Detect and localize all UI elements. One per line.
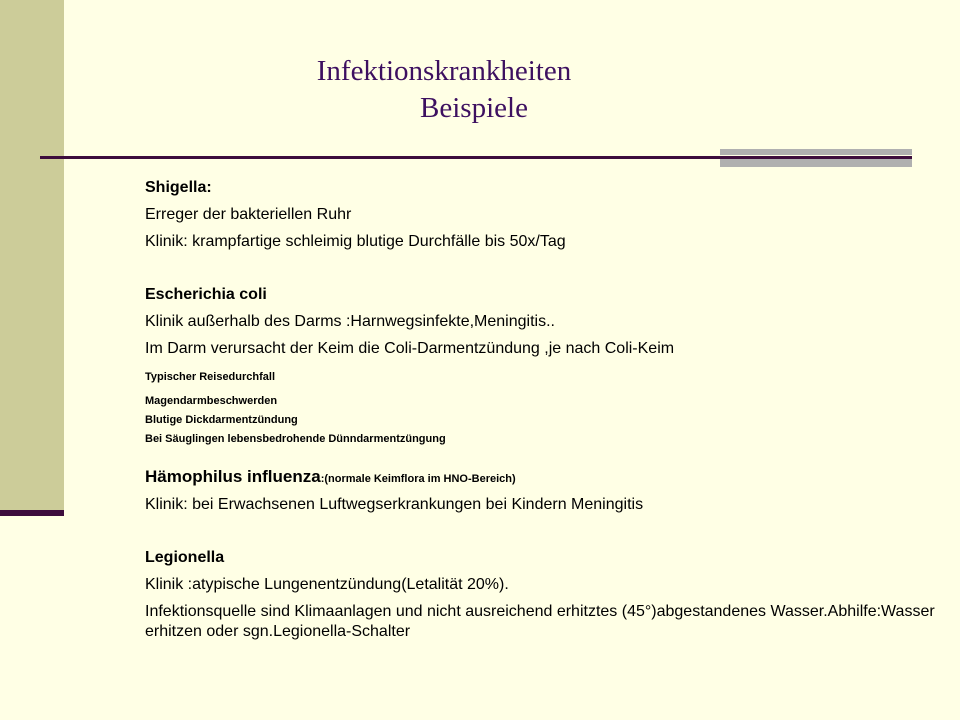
shigella-line: Erreger der bakteriellen Ruhr: [145, 206, 352, 223]
decorative-rule-grey-top: [720, 149, 912, 155]
ecoli-line: Im Darm verursacht der Keim die Coli-Darmentzündung ,je nach Coli-Keim: [145, 340, 675, 357]
shigella-line: Klinik: krampfartige schleimig blutige Durchfälle bis 50x/Tag: [145, 233, 566, 250]
shigella-heading: Shigella:: [145, 179, 212, 196]
slide-title-line2: Beispiele: [420, 92, 528, 124]
ecoli-line: Klinik außerhalb des Darms :Harnwegsinfekte,Meningitis..: [145, 313, 555, 330]
slide-body: [145, 174, 935, 642]
haemophilus-heading: Hämophilus influenza: [145, 467, 321, 486]
legionella-line: Klinik :atypische Lungenentzündung(Letalität 20%).: [145, 576, 509, 593]
ecoli-small-line: Magendarmbeschwerden: [145, 395, 278, 407]
legionella-line-wrapped: Infektionsquelle sind Klimaanlagen und nicht ausreichend erhitztes (45°)abgestandenes Wasser.Abhilfe:Wasser erhitzen oder sgn.Legionella-Schalter: [145, 603, 935, 640]
ecoli-small-line: Blutige Dickdarmentzündung: [145, 414, 298, 426]
ecoli-small-line: Typischer Reisedurchfall: [145, 371, 276, 383]
slide-title-line1: Infektionskrankheiten: [316, 55, 572, 87]
legionella-heading: Legionella: [145, 549, 225, 566]
decorative-side-bar-cap: [0, 510, 64, 516]
ecoli-heading: Escherichia coli: [145, 286, 267, 303]
ecoli-small-line: Bei Säuglingen lebensbedrohende Dünndarmentzüngung: [145, 433, 446, 445]
haemophilus-heading-note: :(normale Keimflora im HNO-Bereich): [320, 473, 516, 485]
haemophilus-line: Klinik: bei Erwachsenen Luftwegserkrankungen bei Kindern Meningitis: [145, 496, 644, 513]
decorative-rule-grey-bottom: [720, 159, 912, 167]
haemophilus-heading-row: [145, 463, 935, 491]
